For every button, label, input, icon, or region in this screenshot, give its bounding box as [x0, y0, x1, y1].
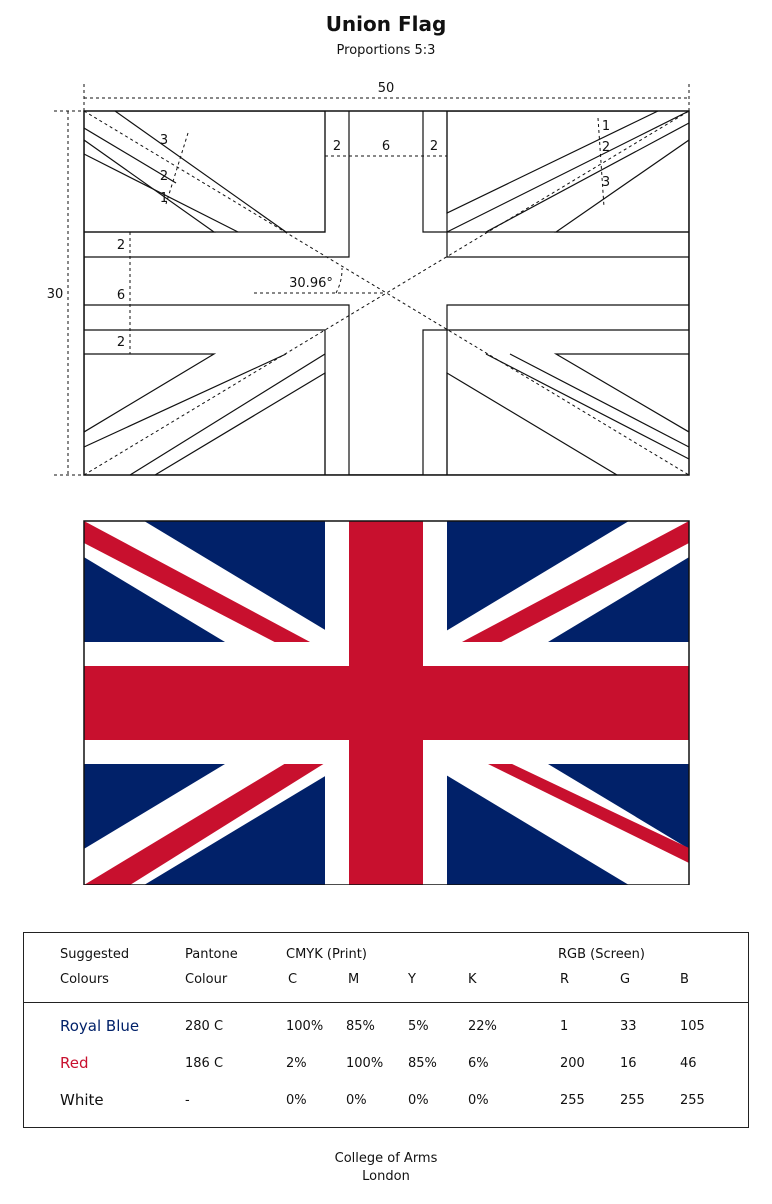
header-colour: Colour	[185, 972, 228, 987]
angle-label: 30.96°	[289, 276, 333, 291]
row-royal-blue-name: Royal Blue	[60, 1017, 140, 1035]
row-white-y: 0%	[408, 1093, 429, 1108]
row-royal-blue-k: 22%	[468, 1019, 497, 1034]
diag-bl-red-edge	[130, 354, 325, 475]
left-middle-label: 6	[116, 288, 126, 303]
header-rgb: RGB (Screen)	[558, 947, 645, 962]
height-label: 30	[46, 287, 64, 302]
diag-bl-white-edge	[84, 354, 286, 447]
row-white-pantone: -	[185, 1093, 190, 1108]
diag-tr-red-edge	[447, 111, 689, 232]
header-m: M	[348, 972, 360, 987]
row-red-c: 2%	[286, 1056, 307, 1071]
header-r: R	[560, 972, 570, 987]
cross-centre-label: 6	[381, 139, 391, 154]
tl-diagonal-label-2: 2	[159, 169, 169, 184]
diag-tr-white-edge	[486, 123, 689, 232]
row-royal-blue-g: 33	[620, 1019, 637, 1034]
width-label: 50	[377, 81, 395, 96]
footer-line-1: College of Arms	[334, 1151, 438, 1166]
tr-diagonal-label-2: 2	[601, 140, 611, 155]
row-royal-blue-y: 5%	[408, 1019, 429, 1034]
left-bottom-label: 2	[116, 335, 126, 350]
header-c: C	[288, 972, 298, 987]
row-red-name: Red	[60, 1054, 89, 1072]
left-top-label: 2	[116, 238, 126, 253]
blue-triangle-tl-upper	[115, 111, 325, 232]
row-red-k: 6%	[468, 1056, 489, 1071]
footer-line-2: London	[362, 1169, 410, 1184]
header-cmyk: CMYK (Print)	[286, 947, 367, 962]
header-pantone: Pantone	[185, 947, 238, 962]
blue-triangle-tl-lower	[84, 140, 214, 232]
tl-diagonal-label-1: 1	[159, 191, 169, 206]
row-white-c: 0%	[286, 1093, 307, 1108]
row-white-b: 255	[680, 1093, 705, 1108]
row-royal-blue-r: 1	[560, 1019, 569, 1034]
tl-diagonal-label-3: 3	[159, 133, 169, 148]
footer	[0, 1150, 772, 1186]
dimension-labels	[47, 81, 610, 350]
header-b: B	[680, 972, 689, 987]
header-y: Y	[408, 972, 416, 987]
blue-triangle-br-upper	[556, 354, 689, 432]
colour-table	[23, 932, 749, 1128]
row-white-m: 0%	[346, 1093, 367, 1108]
cross-edge-right-label: 2	[429, 139, 439, 154]
tr-diagonal-label-1: 1	[601, 119, 611, 134]
row-royal-blue-b: 105	[680, 1019, 705, 1034]
row-red-r: 200	[560, 1056, 585, 1071]
blue-triangle-tr-lower	[556, 140, 689, 232]
header-g: G	[620, 972, 631, 987]
row-white-k: 0%	[468, 1093, 489, 1108]
page-subtitle: Proportions 5:3	[336, 43, 436, 58]
blue-triangle-bl-lower	[155, 373, 325, 475]
blue-triangle-br-lower	[447, 373, 617, 475]
cross-red-horizontal	[84, 666, 689, 740]
row-red-b: 46	[680, 1056, 697, 1071]
header-suggested: Suggested	[60, 947, 130, 962]
row-white-name: White	[60, 1091, 104, 1109]
row-red-m: 100%	[346, 1056, 384, 1071]
row-red-pantone: 186 C	[185, 1056, 224, 1071]
union-flag	[0, 505, 772, 885]
header-divider	[24, 1002, 748, 1003]
header-colours: Colours	[60, 972, 109, 987]
row-royal-blue-m: 85%	[346, 1019, 375, 1034]
diag-br-red-edge	[510, 354, 689, 447]
cross-edge-left-label: 2	[332, 139, 342, 154]
row-white-r: 255	[560, 1093, 585, 1108]
page-title: Union Flag	[325, 12, 447, 36]
row-white-g: 255	[620, 1093, 645, 1108]
blue-triangle-tr-upper	[447, 111, 658, 213]
header-k: K	[468, 972, 477, 987]
row-royal-blue-c: 100%	[286, 1019, 324, 1034]
construction-diagram	[0, 0, 772, 500]
row-royal-blue-pantone: 280 C	[185, 1019, 224, 1034]
tr-diagonal-label-3: 3	[601, 175, 611, 190]
row-red-g: 16	[620, 1056, 637, 1071]
diag-br-white-edge	[486, 354, 689, 459]
blue-triangle-bl-upper	[84, 354, 214, 432]
row-red-y: 85%	[408, 1056, 437, 1071]
